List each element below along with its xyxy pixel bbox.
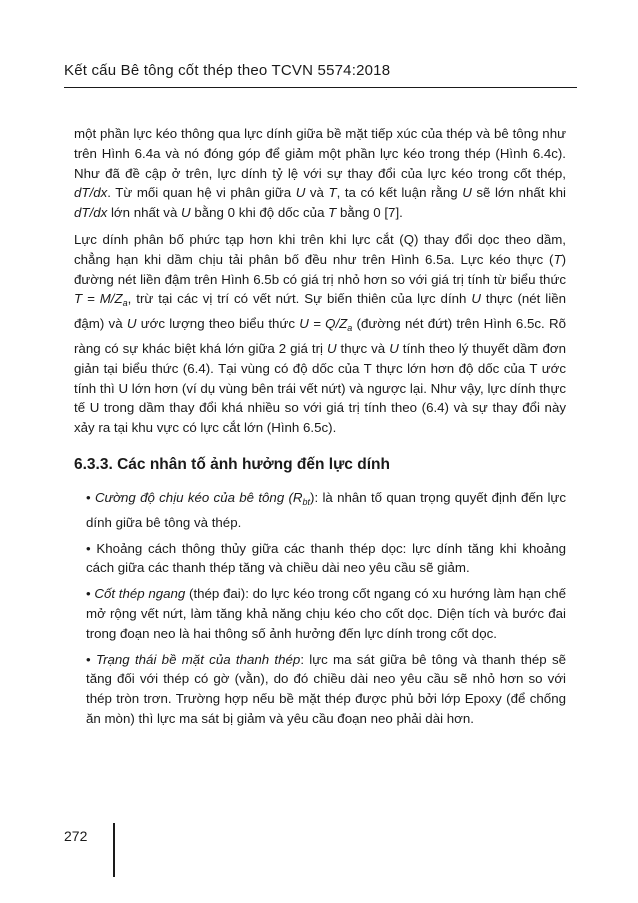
p1-italic: dT/dx — [74, 185, 108, 201]
bullet-mark: • — [86, 586, 95, 602]
p2-italic: U — [126, 316, 137, 332]
p1-text: và — [305, 185, 329, 201]
p1-italic: T — [328, 205, 337, 221]
p2-text: (đường nét đứt) trên Hình 6.5c. Rõ ràng có sự khác biệt khá lớn giữa 2 giá trị — [74, 316, 566, 356]
p1-italic: U — [181, 205, 191, 221]
p2-italic: U — [389, 340, 399, 356]
p1-italic: U — [462, 185, 472, 201]
bullet-item — [74, 539, 566, 579]
p2-italic: T — [553, 251, 562, 267]
p2-text: , trừ tại các vị trí có vết nứt. Sự biến thiên của lực dính — [127, 291, 472, 307]
p2-text: tính theo lý thuyết dầm đơn giản tại biểu thức (6.4). Tại vùng có độ dốc của T thực lớn hơn độ dốc của T ước tính thì U lớn hơn (ví dụ vùng bên trái vết nứt) và ngược lại. Như vậy, lực dính thực tế U trong dầm thay đổi khá nhiều so với giá trị tính theo (6.4) và sự thay đổi này xảy ra tại khu vực có lực cắt lớn (Hình 6.5c). — [74, 340, 566, 436]
page-number: 272 — [64, 828, 88, 844]
bullet-lead: Cốt thép ngang — [94, 586, 186, 602]
bullet-lead-end: ) — [310, 489, 315, 505]
p2-italic: U — [471, 291, 481, 307]
p1-text: bằng 0 [7]. — [336, 205, 403, 221]
p1-italic: T — [328, 185, 337, 201]
p2-text: ước lượng theo biểu thức — [136, 316, 300, 332]
bullet-text: (thép đai): do lực kéo trong cốt ngang có xu hướng làm hạn chế mở rộng vết nứt, làm tăng khả năng chịu kéo cho cốt dọc. Diện tích và bước đai trong đoạn neo là hai thông số ảnh hưởng đến lực dính trong cốt dọc. — [86, 586, 566, 641]
paragraph-1 — [74, 124, 566, 223]
p2-text: ) đường nét liền đậm trên Hình 6.5b có giá trị nhỏ hơn so với giá trị tính từ biểu thức — [74, 251, 566, 287]
page-body — [74, 124, 566, 735]
bullet-mark: • — [86, 540, 97, 556]
p2-text: thực và — [336, 340, 390, 356]
bullet-item — [74, 584, 566, 643]
p1-text: bằng 0 khi độ dốc của — [190, 205, 329, 221]
bullet-text: : là nhân tố quan trọng quyết định đến lực dính giữa bê tông và thép. — [86, 489, 566, 530]
paragraph-2 — [74, 230, 566, 438]
bullet-mark: • — [86, 651, 96, 667]
bullet-lead: Cường độ chịu kéo của bê tông (R — [94, 489, 303, 505]
p2-subscript: a — [122, 298, 128, 309]
p2-italic: U — [326, 340, 337, 356]
bullet-subscript: bt — [302, 496, 311, 507]
p2-italic: U = Q/Z — [299, 316, 348, 332]
bullet-text: : lực ma sát giữa bê tông và thanh thép sẽ tăng đối với thép có gờ (vằn), do đó chiều dài neo yêu cầu sẽ nhỏ hơn so với thép tròn trơn. Trường hợp nếu bề mặt thép được phủ bởi lớp Epoxy (để chống ăn mòn) thì lực ma sát bị giảm và yêu cầu đoạn neo phải dài hơn. — [86, 651, 566, 726]
section-heading: 6.3.3. Các nhân tố ảnh hưởng đến lực dính — [74, 455, 390, 473]
p1-text: một phần lực kéo thông qua lực dính giữa bề mặt tiếp xúc của thép và bê tông như trên Hình 6.4a và nó đóng góp để giảm một phần lực kéo trong thép (Hình 6.4c). Như đã đề cập ở trên, lực dính tỷ lệ với sự thay đổi của lực kéo trong cốt thép, — [74, 126, 566, 181]
p1-text: sẽ lớn nhất khi — [471, 185, 566, 201]
p2-text: thực (nét liền đậm) và — [74, 291, 566, 332]
p2-text: Lực dính phân bố phức tạp hơn khi trên khi lực cắt (Q) thay đổi dọc theo dầm, chẳng hạn khi dầm chịu tải phân bố đều như trên Hình 6.5a. Lực kéo thực ( — [74, 231, 566, 267]
p1-text: , ta có kết luận rằng — [336, 185, 463, 201]
bullet-text: Khoảng cách thông thủy giữa các thanh thép dọc: lực dính tăng khi khoảng cách giữa các thanh thép tăng và chiều dài neo yêu cầu sẽ giảm. — [86, 540, 566, 576]
footer-rule — [113, 823, 115, 877]
bullet-item — [74, 650, 566, 729]
bullet-mark: • — [86, 489, 95, 505]
p1-text: lớn nhất và — [107, 205, 182, 221]
p1-text: . Từ mối quan hệ vi phân giữa — [107, 185, 296, 201]
p2-subscript: a — [347, 323, 353, 334]
bullet-item — [74, 488, 566, 533]
running-header: Kết cấu Bê tông cốt thép theo TCVN 5574:2018 — [64, 62, 391, 79]
p2-italic: T = M/Z — [74, 291, 123, 307]
header-rule — [64, 87, 577, 88]
p1-italic: U — [295, 185, 306, 201]
p1-italic: dT/dx — [74, 205, 108, 221]
bullet-lead: Trạng thái bề mặt của thanh thép — [95, 651, 301, 667]
